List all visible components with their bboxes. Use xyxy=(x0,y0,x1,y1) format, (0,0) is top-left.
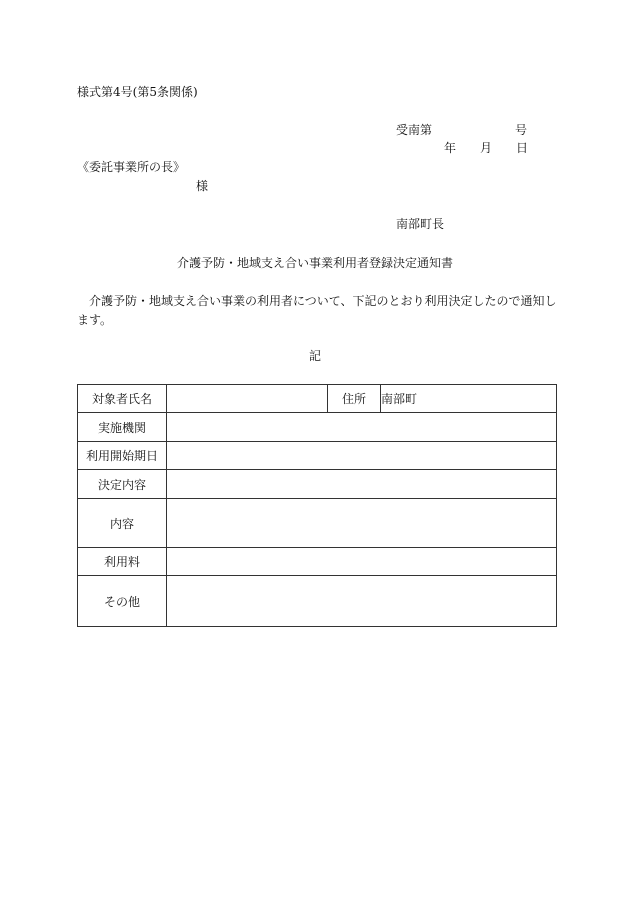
receipt-number-suffix: 号 xyxy=(515,123,528,137)
decision-label: 決定内容 xyxy=(78,470,167,499)
content-label: 内容 xyxy=(78,499,167,548)
table-row-fee xyxy=(78,548,557,576)
agency-label: 実施機関 xyxy=(78,413,167,442)
name-label: 対象者氏名 xyxy=(78,385,167,413)
table-row-content xyxy=(78,499,557,548)
table-row-other xyxy=(78,576,557,627)
agency-value xyxy=(167,413,557,442)
start-date-value xyxy=(167,442,557,470)
content-value xyxy=(167,499,557,548)
fee-label: 利用料 xyxy=(78,548,167,576)
other-label: その他 xyxy=(78,576,167,627)
start-date-label: 利用開始期日 xyxy=(78,442,167,470)
sender-name: 南部町長 xyxy=(396,217,445,231)
table-row-start-date xyxy=(78,442,557,470)
fee-value xyxy=(167,548,557,576)
document-title: 介護予防・地域支え合い事業利用者登録決定通知書 xyxy=(176,256,453,270)
address-value: 南部町 xyxy=(381,385,557,413)
table-row-agency xyxy=(78,413,557,442)
other-value xyxy=(167,576,557,627)
name-value xyxy=(167,385,328,413)
ki-heading: 記 xyxy=(308,349,321,363)
address-label: 住所 xyxy=(328,385,381,413)
body-paragraph: 介護予防・地域支え合い事業の利用者について、下記のとおり利用決定したので通知します。 xyxy=(77,294,557,327)
detail-table xyxy=(77,384,557,627)
recipient-honorific: 様 xyxy=(196,179,209,193)
form-number: 様式第4号(第5条関係) xyxy=(77,85,198,99)
receipt-number-prefix: 受南第 xyxy=(396,123,433,137)
table-row-name xyxy=(78,385,557,413)
date-month-label: 月 xyxy=(480,141,493,155)
date-day-label: 日 xyxy=(516,141,529,155)
decision-value xyxy=(167,470,557,499)
date-year-label: 年 xyxy=(444,141,457,155)
table-row-decision xyxy=(78,470,557,499)
recipient-name: 《委託事業所の長》 xyxy=(77,160,186,174)
